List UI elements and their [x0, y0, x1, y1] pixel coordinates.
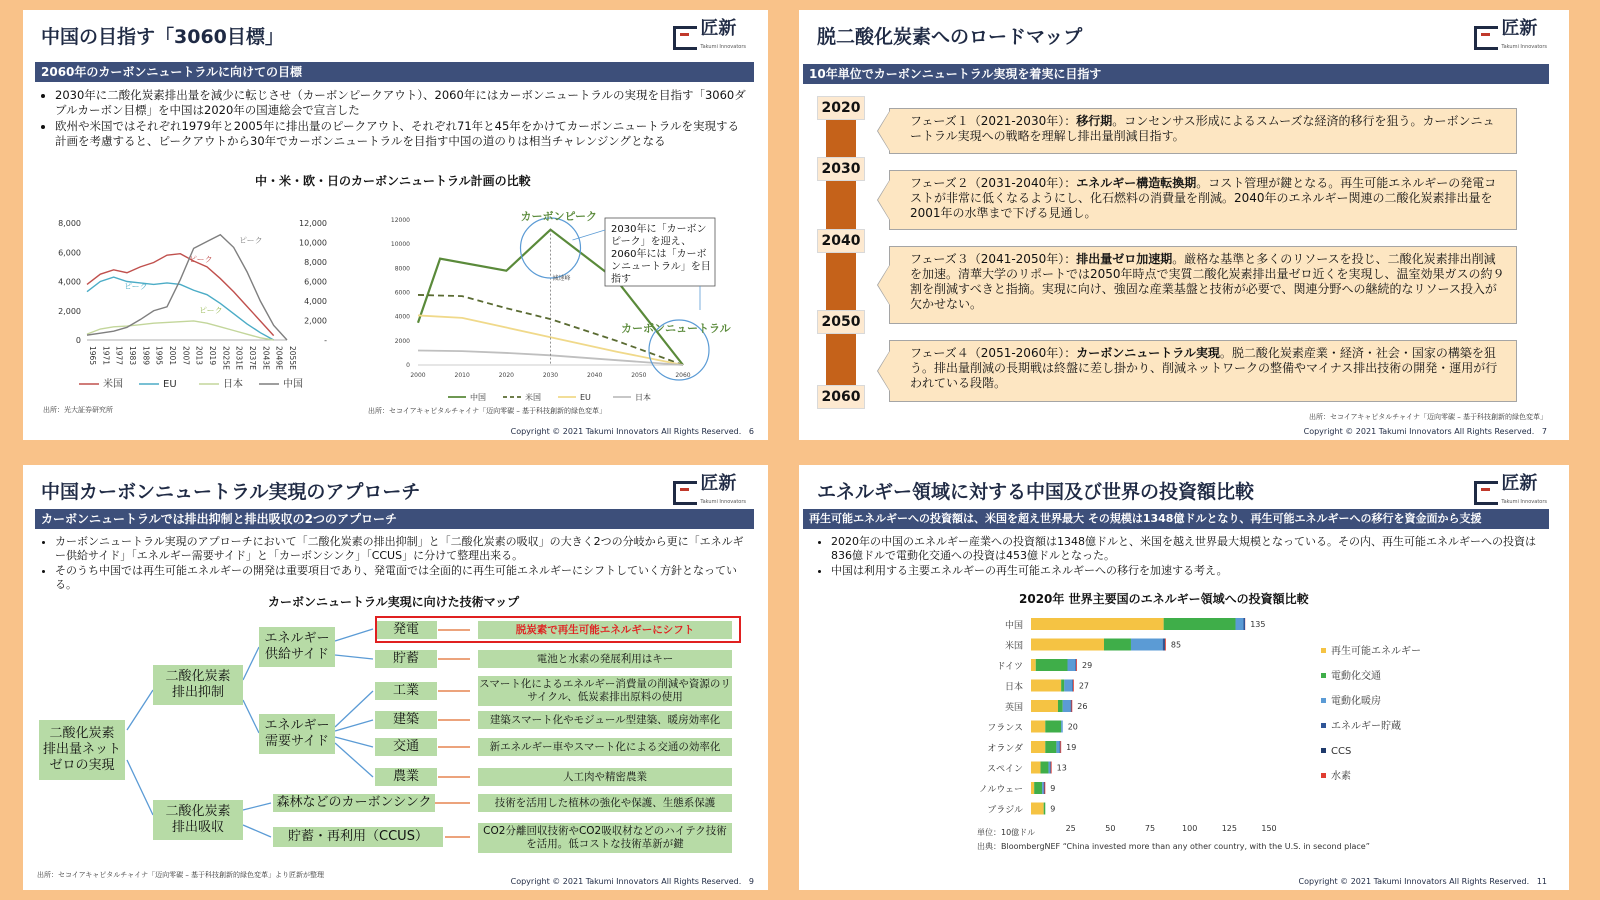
leaf-building: 建築	[375, 711, 437, 729]
category-label: 英国	[1004, 703, 1023, 713]
x-tick-label: 2013	[194, 346, 204, 366]
page-number: 11	[1536, 877, 1547, 886]
category-label: オランダ	[987, 744, 1023, 754]
section-band: カーボンニュートラルでは排出抑制と排出吸収の2つのアプローチ	[35, 509, 754, 529]
bar-segment	[1031, 659, 1036, 671]
bar-segment	[1031, 782, 1034, 794]
connector	[127, 760, 153, 815]
y2-tick-label: 4,000	[304, 297, 327, 306]
x-tick-label: 2000	[410, 372, 426, 379]
source-note: 出所：セコイアキャピタルチャイナ「迈向零碳 – 基于科技創新的緑色変革」	[368, 407, 607, 415]
bar-segment	[1050, 762, 1051, 774]
legend-label: 日本	[223, 379, 243, 390]
legend-label: エネルギー貯蔵	[1331, 721, 1401, 732]
leaf-ccus: 貯蓄・再利用（CCUS）	[273, 827, 443, 847]
section-band: 2060年のカーボンニュートラルに向けての目標	[35, 62, 754, 82]
legend-swatch	[1321, 748, 1326, 753]
category-label: 中国	[1004, 621, 1023, 631]
legend-swatch	[1321, 648, 1326, 653]
logo-sub: Takumi Innovators	[1501, 44, 1547, 50]
y2-tick-label: 8,000	[304, 258, 327, 267]
x-tick-label: 2030	[542, 372, 559, 379]
x-tick-label: 2007	[181, 346, 191, 366]
x-tick-label: 2001	[168, 346, 177, 366]
logo-name: 匠新	[1501, 18, 1538, 39]
bar-segment	[1164, 639, 1165, 651]
legend-swatch	[1321, 723, 1326, 728]
bar-total-label: 9	[1050, 804, 1056, 814]
bar-segment	[1164, 618, 1236, 630]
takumi-logo	[1474, 475, 1547, 511]
x-tick-label: 1983	[128, 346, 137, 366]
demand-side-node: エネルギー 需要サイド	[259, 714, 335, 754]
logo-mark-icon	[1474, 481, 1498, 505]
bar-segment	[1071, 700, 1072, 712]
legend-label: 電動化交通	[1331, 671, 1381, 682]
y2-tick-label: 10,000	[299, 238, 327, 248]
leaf-storage: 貯蓄	[375, 650, 437, 668]
year-marker: 2030	[817, 157, 865, 181]
x-tick-label: 125	[1221, 824, 1237, 833]
legend-label: CCS	[1331, 746, 1352, 757]
bar-segment	[1073, 680, 1074, 692]
takumi-logo	[1474, 20, 1547, 56]
logo-name: 匠新	[700, 18, 737, 39]
page-number: 9	[748, 877, 754, 886]
y-tick-label: 0	[406, 362, 410, 369]
y-tick-label: 2000	[394, 337, 410, 345]
legend-label: 米国	[525, 393, 541, 402]
year-marker: 2040	[817, 229, 865, 253]
detail-carbon-sink: 技術を活用した植林の強化や保護、生態系保護	[478, 794, 732, 812]
chart-title: 中・米・欧・日のカーボンニュートラル計画の比較	[255, 174, 531, 188]
y-tick-label: 4000	[394, 313, 410, 321]
y2-tick-label: 2,000	[304, 316, 327, 326]
investment-bar-chart	[969, 610, 1529, 850]
bar-segment	[1058, 700, 1063, 712]
bar-segment	[1031, 762, 1041, 774]
connector	[335, 743, 373, 777]
logo-sub: Takumi Innovators	[1501, 499, 1547, 505]
x-tick-label: 1989	[141, 346, 151, 366]
bar-segment	[1042, 782, 1044, 794]
x-tick-label: 2019	[208, 346, 217, 366]
bar-segment	[1041, 762, 1049, 774]
bullet-list	[41, 88, 748, 150]
bar-segment	[1044, 803, 1046, 815]
logo-sub: Takumi Innovators	[700, 499, 746, 505]
y-tick-label: 10000	[390, 241, 410, 249]
bar-segment	[1060, 741, 1061, 753]
bar-total-label: 85	[1170, 640, 1182, 650]
bar-total-label: 26	[1077, 702, 1088, 711]
root-node: 二酸化炭素 排出量ネット ゼロの実現	[39, 720, 125, 780]
connector	[127, 690, 153, 730]
x-tick-label: 2025E	[221, 346, 231, 370]
neutral-label: カーボンニュートラル	[621, 322, 731, 335]
unit-label: 単位：10億ドル	[977, 828, 1036, 837]
suppress-node: 二酸化炭素 排出抑制	[153, 665, 243, 705]
bar-segment	[1075, 659, 1076, 671]
y-tick-label: 8000	[394, 265, 410, 273]
bar-segment	[1045, 741, 1056, 753]
peak-label: カーボンピーク	[520, 210, 598, 223]
x-tick-label: 50	[1105, 824, 1116, 833]
connector	[243, 647, 259, 680]
page-number: 7	[1541, 427, 1547, 436]
section-band: 10年単位でカーボンニュートラル実現を着実に目指す	[803, 64, 1549, 84]
legend-label: 米国	[103, 379, 123, 390]
legend-label: 水素	[1331, 771, 1351, 782]
bullet-item: • 中国は利用する主要エネルギーの再生可能エネルギーへの移行を加速する考え。	[831, 564, 1549, 578]
y-tick-label: 6,000	[58, 248, 81, 258]
peak-annotation: ピーク	[199, 306, 223, 315]
leaf-carbon-sink: 森林などのカーボンシンク	[273, 794, 435, 812]
y-tick-label: 2,000	[58, 306, 81, 316]
phase-1-box: フェーズ１（2021-2030年）：移行期。コンセンサス形成によるスムーズな経済的移行を狙う。カーボンニュートラル実現への戦略を理解し排出量削減目指す。	[889, 108, 1517, 154]
slowdown-label: 減速峰	[552, 275, 571, 282]
slide-title: 中国の目指す「3060目標」	[41, 26, 284, 48]
legend-label: 中国	[470, 393, 486, 402]
bar-segment	[1071, 700, 1072, 712]
legend-swatch	[1321, 673, 1326, 678]
detail-ccus: CO2分離回収技術やCO2吸収材などのハイテク技術を活用。低コストな技術革新が鍵	[478, 823, 732, 853]
x-tick-label: 75	[1144, 824, 1156, 833]
bar-segment	[1044, 782, 1045, 794]
x-tick-label: 1965	[88, 346, 97, 366]
category-label: ノルウェー	[978, 785, 1023, 795]
legend-label: 再生可能エネルギー	[1331, 646, 1421, 657]
logo-name: 匠新	[700, 473, 737, 494]
bar-segment	[1056, 741, 1059, 753]
page-number: 6	[748, 427, 754, 436]
slide-approach	[23, 465, 768, 890]
phase-4-box: フェーズ４（2051-2060年）：カーボンニュートラル実現。脱二酸化炭素産業・経済・社会・国家の構築を狙う。排出量削減の長期戦は終盤に差し掛かり、削減ネットワークの整備やマイナス排出技術の開発・運用が行われている段階。	[889, 340, 1517, 402]
bar-segment	[1036, 659, 1068, 671]
phase-2-box: フェーズ２（2031-2040年）：エネルギー構造転換期。コスト管理が鍵となる。再生可能エネルギーの発電コストが非常に低くなるようにし、化石燃料の消費量を削減。2040年のエネルギー関連の二酸化炭素排出量を2001年の水準まで下げる見通し。	[889, 170, 1517, 230]
bullet-item: • カーボンニュートラル実現のアプローチにおいて「二酸化炭素の排出抑制」と「二酸化炭素の吸収」の大きく2つの分岐から更に「エネルギー供給サイド」「エネルギー需要サイド」と「カーボンシンク」「CCUS」に分けて整理出来る。	[55, 535, 748, 563]
y-tick-label: 4,000	[58, 277, 81, 287]
x-tick-label: 1995	[154, 346, 164, 366]
bar-segment	[1131, 639, 1163, 651]
x-tick-label: 2050	[631, 372, 647, 379]
map-title: カーボンニュートラル実現に向けた技術マップ	[268, 595, 520, 609]
connector	[335, 629, 373, 641]
absorb-node: 二酸化炭素 排出吸収	[153, 800, 243, 840]
bar-segment	[1063, 700, 1071, 712]
slide-3060-target	[23, 10, 768, 440]
year-marker: 2020	[817, 96, 865, 120]
x-tick-label: 2040	[587, 372, 603, 379]
x-tick-label: 2043E	[261, 346, 271, 370]
bar-segment	[1163, 639, 1165, 651]
year-marker: 2060	[817, 385, 865, 409]
source-note: 出典：BloombergNEF “China invested more than any other country, with the U.S. in second place”	[977, 842, 1370, 851]
bar-total-label: 9	[1050, 784, 1056, 793]
source-note: 出所：セコイアキャピタルチャイナ「迈向零碳 – 基于科技創新的緑色変革」より匠新が整理	[37, 871, 325, 879]
bar-segment	[1031, 618, 1164, 630]
peak-annotation: ピーク	[189, 255, 213, 264]
bar-segment	[1060, 741, 1061, 753]
peak-annotation: ピーク	[239, 236, 263, 245]
y-tick-label: 12000	[390, 217, 410, 224]
x-tick-label: 2049E	[274, 346, 284, 370]
bar-segment	[1034, 782, 1042, 794]
bar-segment	[1031, 680, 1061, 692]
takumi-logo	[673, 20, 746, 56]
detail-building: 建築スマート化やモジュール型建築、暖房効率化	[478, 711, 732, 729]
bar-segment	[1061, 721, 1063, 733]
slide-roadmap	[799, 10, 1569, 440]
x-tick-label: 1971	[101, 346, 111, 366]
y2-tick-label: 6,000	[304, 277, 327, 287]
leaf-agriculture: 農業	[375, 768, 437, 786]
bar-total-label: 19	[1066, 743, 1077, 752]
bar-segment	[1031, 639, 1104, 651]
detail-power: 脱炭素で再生可能エネルギーにシフト	[478, 621, 732, 639]
bullet-item: • 2030年に二酸化炭素排出量を減少に転じさせ（カーボンピークアウト）、2060年にはカーボンニュートラルの実現を目指す「3060ダブルカーボン目標」を中国は2020年の国連総会で宣言した	[55, 88, 748, 118]
bullet-item: • 欧州や米国ではそれぞれ1979年と2005年に排出量のピークアウト、それぞれ71年と45年をかけてカーボンニュートラルを実現する計画を考慮すると、ピークアウトから30年でカーボンニュートラルを目指す中国の道のりは相当チャレンジングとなる	[55, 119, 748, 149]
callout-text: 2030年に「カーボンピーク」を迎え、 2060年には「カーボンニュートラル」を目指す	[611, 224, 711, 285]
bar-segment	[1104, 639, 1131, 651]
copyright: Copyright © 2021 Takumi Innovators All Rights Reserved. 9	[510, 877, 754, 886]
detail-storage: 電池と水素の発展利用はキー	[478, 650, 732, 668]
copyright: Copyright © 2021 Takumi Innovators All Rights Reserved. 11	[1298, 877, 1547, 886]
y-tick-label: 8,000	[58, 219, 81, 228]
bar-segment	[1243, 618, 1245, 630]
legend-swatch	[1321, 698, 1326, 703]
y2-tick-label: 12,000	[299, 219, 327, 228]
bar-segment	[1072, 680, 1073, 692]
copyright: Copyright © 2021 Takumi Innovators All Rights Reserved. 7	[1303, 427, 1547, 436]
category-label: ドイツ	[996, 662, 1023, 672]
slide-investment	[799, 465, 1569, 890]
category-label: 日本	[1004, 682, 1023, 693]
y2-tick-label: -	[324, 336, 327, 345]
y-tick-label: 0	[75, 336, 81, 345]
phase-3-box: フェーズ３（2041-2050年）：排出量ゼロ加速期。厳格な基準と多くのリソースを投じ、二酸化炭素排出削減を加速。清華大学のリポートでは2050年時点で実質二酸化炭素排出量ゼロ近くを実現し、温室効果ガスの約９割を削減すべきと指摘。実現に向け、強固な産業基盤と技術が必要で、関連分野への継続的なリソース投入が欠かせない。	[889, 246, 1517, 324]
category-label: フランス	[987, 723, 1023, 734]
legend-label: 電動化暖房	[1331, 696, 1381, 707]
china-roadmap-chart	[363, 190, 743, 415]
category-label: ブラジル	[987, 805, 1023, 816]
bar-segment	[1045, 721, 1061, 733]
x-tick-label: 2055E	[288, 346, 297, 370]
leaf-power: 発電	[375, 621, 437, 639]
x-tick-label: 2037E	[248, 346, 257, 370]
bar-segment	[1076, 659, 1077, 671]
slide-title: エネルギー領域に対する中国及び世界の投資額比較	[817, 481, 1255, 503]
bar-segment	[1031, 741, 1045, 753]
legend-label: 中国	[283, 379, 303, 390]
detail-industry: スマート化によるエネルギー消費量の削減や資源のリサイクル、低炭素排出原料の使用	[478, 676, 732, 706]
x-tick-label: 100	[1182, 824, 1198, 833]
bar-segment	[1031, 803, 1044, 815]
bar-segment	[1067, 659, 1075, 671]
connector	[335, 737, 373, 747]
x-tick-label: 1977	[114, 346, 124, 366]
supply-side-node: エネルギー 供給サイド	[259, 627, 335, 667]
bullet-item: • そのうち中国では再生可能エネルギーの開発は重要項目であり、発電面では全面的に再生可能エネルギーにシフトしていく方針となっている。	[55, 564, 748, 592]
x-tick-label: 2020	[498, 372, 514, 379]
source-note: 出所：セコイアキャピタルチャイナ「迈向零碳 – 基于科技創新的緑色変革」	[1308, 413, 1547, 421]
logo-sub: Takumi Innovators	[700, 44, 746, 50]
bar-total-label: 135	[1250, 620, 1266, 629]
bar-total-label: 20	[1067, 722, 1078, 732]
bar-segment	[1048, 762, 1050, 774]
x-tick-label: 150	[1261, 824, 1277, 833]
slide-title: 中国カーボンニュートラル実現のアプローチ	[41, 481, 421, 503]
bar-total-label: 27	[1078, 681, 1090, 691]
connector	[243, 700, 259, 733]
bar-total-label: 13	[1056, 763, 1067, 773]
connector	[335, 655, 373, 659]
y-tick-label: 6000	[394, 289, 410, 297]
bar-segment	[1051, 762, 1052, 774]
connector	[243, 825, 271, 837]
detail-agriculture: 人工肉や精密農業	[478, 768, 732, 786]
x-tick-label: 2010	[454, 372, 470, 379]
year-marker: 2050	[817, 310, 865, 334]
peak-annotation: ピーク	[124, 282, 148, 291]
source-note: 出所：光大証券研究所	[43, 406, 113, 414]
leaf-transport: 交通	[375, 738, 437, 756]
emission-history-chart	[29, 195, 349, 415]
chart-title: 2020年 世界主要国のエネルギー領域への投資額比較	[1019, 592, 1309, 606]
bar-total-label: 29	[1082, 661, 1093, 670]
bar-segment	[1044, 782, 1045, 794]
bar-segment	[1031, 700, 1058, 712]
bar-segment	[1061, 680, 1064, 692]
section-band: 再生可能エネルギーへの投資額は、米国を超え世界最大 その規模は1348億ドルとなり、再生可能エネルギーへの移行を資金面から支援	[803, 509, 1549, 529]
logo-name: 匠新	[1501, 473, 1538, 494]
logo-mark-icon	[673, 26, 697, 50]
x-tick-label: 2031E	[234, 346, 244, 370]
bar-segment	[1165, 639, 1166, 651]
bar-segment	[1236, 618, 1244, 630]
x-tick-label: 2060	[675, 372, 691, 379]
bullet-item: • 2020年の中国のエネルギー産業への投資額は1348億ドルと、米国を越え世界最大規模となっている。その内、再生可能エネルギーへの投資は836億ドルで電動化交通への投資は453億ドルとなった。	[831, 535, 1549, 563]
legend-label: EU	[580, 393, 591, 402]
category-label: 米国	[1004, 641, 1023, 652]
copyright: Copyright © 2021 Takumi Innovators All Rights Reserved. 6	[510, 427, 754, 436]
logo-mark-icon	[1474, 26, 1498, 50]
connector	[243, 803, 271, 810]
detail-transport: 新エネルギー車やスマート化による交通の効率化	[478, 738, 732, 756]
leaf-industry: 工業	[375, 682, 437, 700]
legend-label: EU	[163, 379, 177, 390]
legend-swatch	[1321, 773, 1326, 778]
category-label: スペイン	[986, 764, 1023, 775]
bullet-list	[817, 535, 1549, 579]
legend-label: 日本	[635, 393, 651, 402]
bar-segment	[1064, 680, 1072, 692]
x-tick-label: 25	[1065, 824, 1076, 833]
bar-segment	[1031, 721, 1045, 733]
slide-title: 脱二酸化炭素へのロードマップ	[817, 26, 1083, 48]
